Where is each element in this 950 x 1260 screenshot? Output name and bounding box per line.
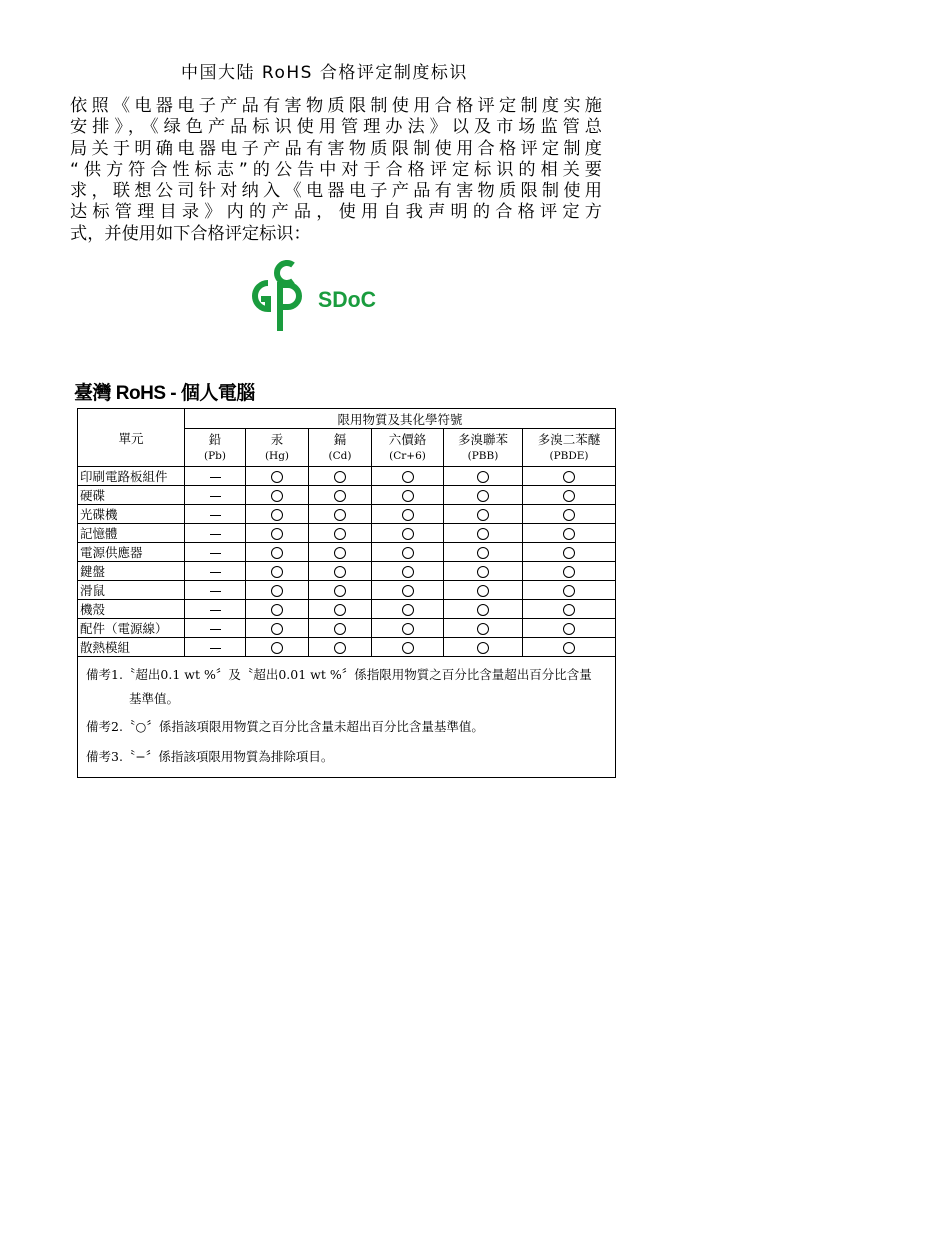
restricted-substances-table: [77, 408, 616, 657]
cgp-sdoc-logo: [248, 253, 388, 333]
mark-cell: [523, 562, 616, 581]
circle-mark: [563, 585, 575, 597]
mark-cell: [246, 524, 309, 543]
part-name-cell: 硬碟: [78, 486, 185, 505]
substance-header: [309, 429, 372, 467]
mark-cell: [444, 600, 523, 619]
mark-cell: [185, 600, 246, 619]
part-name-cell: 印刷電路板組件: [78, 467, 185, 486]
part-name-cell: 鍵盤: [78, 562, 185, 581]
table-row: [78, 505, 616, 524]
mark-cell: [523, 486, 616, 505]
mark-cell: [309, 524, 372, 543]
circle-mark: [563, 623, 575, 635]
substance-name: 鉛: [208, 431, 222, 447]
dash-mark: [210, 515, 221, 516]
circle-mark: [402, 604, 414, 616]
paragraph-line: 求，联想公司针对纳入《电器电子产品有害物质限制使用: [70, 181, 602, 202]
mark-cell: [246, 600, 309, 619]
circle-mark: [477, 490, 489, 502]
circle-mark: [271, 471, 283, 483]
circle-mark: [271, 623, 283, 635]
circle-mark: [402, 566, 414, 578]
mark-cell: [309, 505, 372, 524]
substance-header: [246, 429, 309, 467]
logo-sdoc-text: SDoC: [318, 287, 377, 312]
note-3: 備考3.〝−〞係指該項限用物質為排除項目。: [86, 749, 334, 764]
circle-mark: [334, 566, 346, 578]
mark-cell: [246, 467, 309, 486]
mark-cell: [444, 543, 523, 562]
table-row: [78, 581, 616, 600]
dash-mark: [210, 496, 221, 497]
circle-mark: [271, 509, 283, 521]
circle-mark: [402, 547, 414, 559]
part-name-cell: 散熱模組: [78, 638, 185, 657]
part-name-cell: 光碟機: [78, 505, 185, 524]
mark-cell: [185, 524, 246, 543]
mark-cell: [444, 467, 523, 486]
circle-mark: [334, 509, 346, 521]
mark-cell: [372, 619, 444, 638]
substance-header: [372, 429, 444, 467]
substance-symbol: (Cd): [328, 449, 352, 462]
mark-cell: [444, 486, 523, 505]
mark-cell: [246, 562, 309, 581]
circle-mark: [402, 471, 414, 483]
circle-mark: [477, 623, 489, 635]
circle-mark: [477, 471, 489, 483]
circle-mark: [477, 585, 489, 597]
substance-header: [523, 429, 616, 467]
substance-name: 多溴聯苯: [457, 431, 508, 447]
circle-mark: [402, 528, 414, 540]
circle-mark: [563, 604, 575, 616]
dash-mark: [210, 553, 221, 554]
circle-mark: [334, 528, 346, 540]
table-row: [78, 600, 616, 619]
substance-group-header: 限用物質及其化學符號: [185, 409, 616, 429]
mark-cell: [444, 524, 523, 543]
mark-cell: [185, 505, 246, 524]
mark-cell: [523, 524, 616, 543]
circle-mark: [477, 604, 489, 616]
circle-mark: [334, 604, 346, 616]
circle-mark: [271, 490, 283, 502]
part-name-cell: 電源供應器: [78, 543, 185, 562]
mark-cell: [523, 505, 616, 524]
circle-mark: [563, 509, 575, 521]
substance-name: 鎘: [333, 431, 347, 447]
mark-cell: [246, 486, 309, 505]
note-1-continued: 基準值。: [129, 691, 180, 706]
circle-mark: [563, 471, 575, 483]
dash-mark: [210, 648, 221, 649]
part-name-cell: 滑鼠: [78, 581, 185, 600]
part-name-cell: 機殼: [78, 600, 185, 619]
circle-mark: [563, 566, 575, 578]
table-row: [78, 543, 616, 562]
mark-cell: [309, 600, 372, 619]
paragraph-line: 达标管理目录》内的产品，使用自我声明的合格评定方: [70, 202, 602, 223]
substance-symbol: (PBDE): [549, 449, 589, 462]
paragraph-line: 依照《电器电子产品有害物质限制使用合格评定制度实施: [70, 96, 602, 116]
paragraph-line: 安排》，《绿色产品标识使用管理办法》以及市场监管总: [70, 117, 602, 138]
table-row: [78, 562, 616, 581]
mark-cell: [309, 581, 372, 600]
mark-cell: [444, 562, 523, 581]
mark-cell: [309, 543, 372, 562]
circle-mark: [477, 509, 489, 521]
circle-mark: [477, 547, 489, 559]
dash-mark: [210, 534, 221, 535]
mark-cell: [185, 562, 246, 581]
table-row: [78, 467, 616, 486]
circle-mark: [271, 585, 283, 597]
mark-cell: [523, 600, 616, 619]
substance-header: [444, 429, 523, 467]
unit-header: 單元: [78, 409, 185, 467]
dash-mark: [210, 610, 221, 611]
circle-mark: [271, 604, 283, 616]
cn-rohs-paragraph: [70, 96, 602, 245]
dash-mark: [210, 629, 221, 630]
table-row: [78, 619, 616, 638]
mark-cell: [523, 467, 616, 486]
mark-cell: [523, 543, 616, 562]
mark-cell: [372, 600, 444, 619]
paragraph-line: 局关于明确电器电子产品有害物质限制使用合格评定制度: [70, 138, 602, 159]
table-row: [78, 524, 616, 543]
mark-cell: [246, 543, 309, 562]
substance-symbol: (Pb): [204, 449, 226, 462]
circle-mark: [477, 566, 489, 578]
circle-mark: [334, 471, 346, 483]
substance-name: 六價鉻: [388, 431, 427, 447]
substance-symbol: (Cr+6): [389, 449, 426, 462]
mark-cell: [185, 467, 246, 486]
circle-mark: [563, 490, 575, 502]
dash-mark: [210, 591, 221, 592]
mark-cell: [372, 543, 444, 562]
paragraph-line: “供方符合性标志”的公告中对于合格评定标识的相关要: [70, 159, 602, 180]
dash-mark: [210, 572, 221, 573]
circle-mark: [271, 547, 283, 559]
mark-cell: [309, 562, 372, 581]
circle-mark: [271, 528, 283, 540]
note-1: 備考1.〝超出0.1 wt %〞及〝超出0.01 wt %〞係指限用物質之百分比含量超出百分比含量: [86, 667, 592, 682]
circle-mark: [402, 585, 414, 597]
mark-cell: [523, 619, 616, 638]
mark-cell: [444, 505, 523, 524]
mark-cell: [372, 562, 444, 581]
mark-cell: [246, 619, 309, 638]
mark-cell: [309, 486, 372, 505]
circle-mark: [334, 585, 346, 597]
mark-cell: [372, 581, 444, 600]
part-name-cell: 配件（電源線）: [78, 619, 185, 638]
dash-mark: [210, 477, 221, 478]
note-2: 備考2.〝○〞係指該項限用物質之百分比含量未超出百分比含量基準值。: [86, 719, 484, 734]
logo-g-mark: [255, 283, 268, 309]
substance-name: 多溴二苯醚: [537, 431, 601, 447]
logo-c-mark: [277, 263, 293, 283]
part-name-cell: 記憶體: [78, 524, 185, 543]
circle-mark: [402, 623, 414, 635]
logo-p-mark: [280, 285, 299, 331]
circle-mark: [477, 528, 489, 540]
circle-mark: [402, 490, 414, 502]
mark-cell: [372, 467, 444, 486]
circle-mark: [563, 547, 575, 559]
substance-name: 汞: [270, 431, 284, 447]
mark-cell: [309, 467, 372, 486]
mark-cell: [246, 505, 309, 524]
substance-symbol: (Hg): [264, 449, 290, 462]
circle-mark: [334, 623, 346, 635]
circle-mark: [402, 509, 414, 521]
paragraph-line: 式，并使用如下合格评定标识：: [70, 223, 311, 244]
mark-cell: [444, 581, 523, 600]
mark-cell: [246, 581, 309, 600]
substance-header: [185, 429, 246, 467]
cn-rohs-title: 中国大陆 RoHS 合格评定制度标识: [181, 63, 468, 83]
substance-symbol: (PBB): [467, 449, 499, 462]
tw-rohs-title: 臺灣 RoHS - 個人電腦: [74, 383, 255, 404]
mark-cell: [185, 543, 246, 562]
table-body: [78, 467, 616, 657]
mark-cell: [372, 486, 444, 505]
mark-cell: [185, 486, 246, 505]
mark-cell: [444, 619, 523, 638]
table-notes: [77, 653, 616, 778]
table-row: [78, 486, 616, 505]
mark-cell: [372, 524, 444, 543]
circle-mark: [271, 566, 283, 578]
circle-mark: [563, 528, 575, 540]
mark-cell: [309, 619, 372, 638]
mark-cell: [372, 505, 444, 524]
circle-mark: [334, 490, 346, 502]
mark-cell: [523, 581, 616, 600]
circle-mark: [334, 547, 346, 559]
mark-cell: [185, 619, 246, 638]
mark-cell: [185, 581, 246, 600]
